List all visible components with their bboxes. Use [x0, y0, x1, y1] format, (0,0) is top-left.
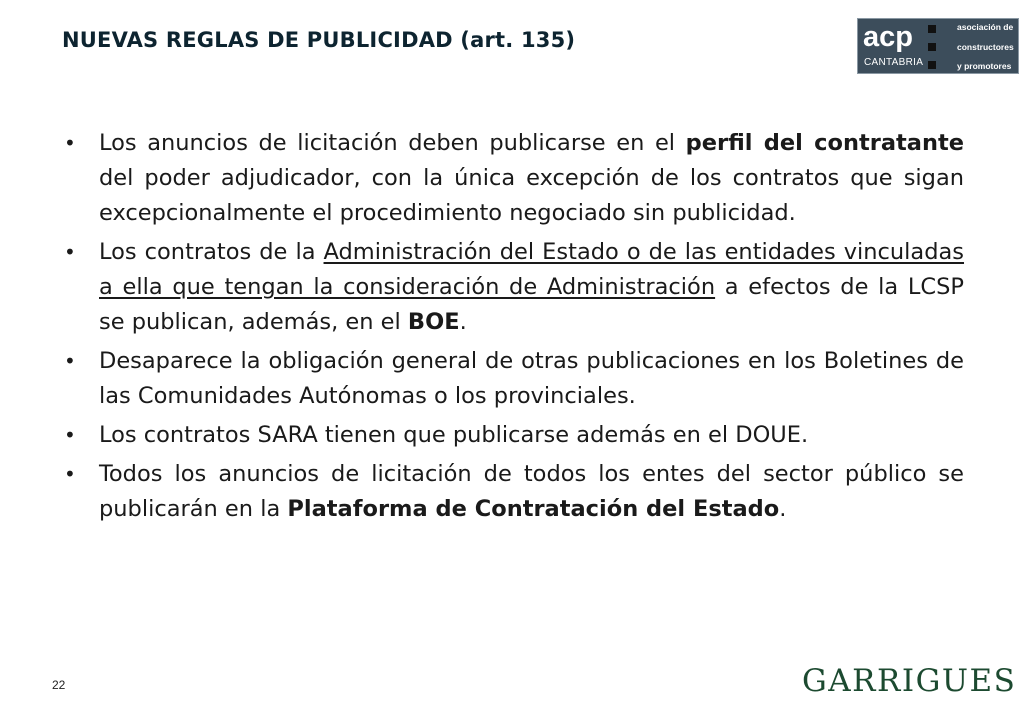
logo-tagline-line: y promotores	[957, 61, 1012, 71]
bullet-text: del poder adjudicador, con la única excepción de los contratos que sigan excepcionalmente el procedimiento negociado sin publicidad.	[99, 165, 964, 226]
logo-square-icon	[928, 61, 936, 69]
bullet-icon: •	[64, 462, 76, 486]
bullet-text: .	[459, 309, 467, 335]
bullet-emphasis: Plataforma de Contratación del Estado	[287, 496, 780, 522]
bullet-icon: •	[64, 349, 76, 373]
bullet-item	[62, 344, 964, 414]
bullet-text: Todos los anuncios de licitación de todos los entes del sector público se publicarán en la	[99, 461, 964, 522]
logo-region: CANTABRIA	[864, 57, 924, 68]
bullet-icon: •	[64, 240, 76, 264]
bullet-emphasis: perfil del contratante	[685, 130, 964, 156]
bullet-item	[62, 126, 964, 231]
logo-tagline-line: asociación de	[957, 22, 1014, 32]
bullet-text: Los contratos SARA tienen que publicarse además en el DOUE.	[99, 422, 809, 448]
logo-square-icon	[928, 25, 936, 33]
bullet-item	[62, 457, 964, 527]
bullet-text: Los anuncios de licitación deben publicarse en el	[99, 130, 686, 156]
bullet-item	[62, 418, 964, 453]
bullet-icon: •	[64, 131, 76, 155]
bullet-item	[62, 235, 964, 340]
acp-cantabria-logo	[857, 18, 1019, 74]
bullet-underlined-text: Administración del Estado o de las entidades vinculadas a ella que tengan la consideración de Administración	[99, 239, 965, 300]
bullet-emphasis: BOE	[407, 309, 460, 335]
logo-acronym: acp	[863, 21, 913, 53]
slide-title: NUEVAS REGLAS DE PUBLICIDAD (art. 135)	[62, 28, 576, 52]
bullet-text: Desaparece la obligación general de otras publicaciones en los Boletines de las Comunidades Autónomas o los provinciales.	[99, 348, 964, 409]
bullet-text: a efectos de la LCSP se publican, además, en el	[99, 274, 964, 335]
bullet-list	[62, 126, 964, 531]
bullet-text: Los contratos de la	[99, 239, 324, 265]
bullet-icon: •	[64, 423, 76, 447]
bullet-text: .	[779, 496, 787, 522]
logo-square-icon	[928, 43, 936, 51]
logo-tagline-line: constructores	[957, 42, 1014, 52]
page-number: 22	[52, 678, 66, 692]
garrigues-logo: GARRIGUES	[802, 663, 1017, 699]
